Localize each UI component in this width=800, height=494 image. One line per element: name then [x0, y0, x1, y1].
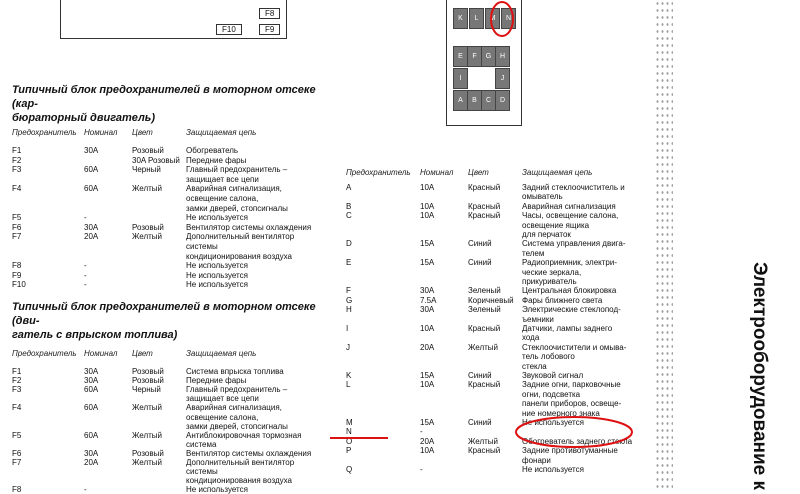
s1-row: [12, 261, 342, 271]
s3-row: [346, 315, 646, 324]
s1-cell-fuse: F6: [12, 222, 22, 232]
s2-row: [12, 394, 342, 403]
s3-cell-color: Синий: [468, 258, 492, 268]
fuse-label-f8: F8: [259, 8, 280, 19]
s1-cell-rating: -: [84, 270, 87, 280]
s3-cell-fuse: O: [346, 436, 353, 446]
s1-header-color: Цвет: [132, 128, 153, 137]
s3-row: [346, 456, 646, 465]
s1-cell-circuit: Передние фары: [186, 155, 247, 165]
s3-cell-rating: 20A: [420, 342, 435, 352]
s3-row: [346, 371, 646, 380]
s3-cell-fuse: Q: [346, 465, 353, 474]
s3-cell-rating: -: [420, 427, 423, 437]
fuse-grid-i: I: [453, 68, 468, 89]
s3-cell-rating: 15A: [420, 371, 435, 380]
s1-cell-rating: 30A: [84, 222, 99, 232]
s3-cell-circuit: Не используется: [522, 465, 584, 474]
s2-cell-circuit: Главный предохранитель –: [186, 385, 288, 395]
s3-cell-color: Зеленый: [468, 305, 501, 315]
s2-cell-color: Желтый: [132, 403, 163, 413]
s3-cell-fuse: C: [346, 211, 352, 221]
s1-cell-color: Желтый: [132, 232, 163, 242]
s1-cell-rating: -: [84, 280, 87, 290]
s1-row: [12, 165, 342, 175]
red-annotation-lower: [330, 410, 640, 456]
s2-cell-circuit: Система впрыска топлива: [186, 367, 284, 376]
s2-row: [12, 476, 342, 485]
s3-row: [346, 277, 646, 286]
s1-row: [12, 204, 342, 214]
s3-cell-color: Синий: [468, 418, 492, 427]
s3-header-circuit: Защищаемая цепь: [522, 168, 593, 177]
s2-cell-rating: 60A: [84, 385, 99, 395]
s1-cell-color: Черный: [132, 165, 161, 175]
s2-header-color: Цвет: [132, 349, 153, 358]
s1-cell-circuit: Не используется: [186, 213, 248, 223]
s1-header-rating: Номинал: [84, 128, 118, 137]
red-circle-annotation-top: [484, 0, 520, 40]
s3-header-fuse: Предохранитель: [346, 168, 411, 177]
s3-row: [346, 230, 646, 239]
s3-cell-circuit: Радиоприемник, электри-: [522, 258, 617, 268]
s3-cell-color: Желтый: [468, 342, 499, 352]
s2-row: [12, 440, 342, 449]
s3-row: [346, 362, 646, 371]
s3-row: [346, 286, 646, 295]
s2-cell-circuit: освещение салона,: [186, 412, 259, 422]
s2-cell-circuit: Вентилятор системы охлаждения: [186, 448, 312, 458]
s1-cell-fuse: F7: [12, 232, 22, 242]
s1-row: [12, 280, 342, 290]
s3-row: [346, 324, 646, 333]
s1-row: [12, 175, 342, 185]
s3-cell-fuse: J: [346, 342, 350, 352]
s3-cell-fuse: G: [346, 295, 353, 305]
s1-cell-fuse: F5: [12, 213, 22, 223]
s2-cell-circuit: Дополнительный вентилятор: [186, 458, 295, 467]
s3-cell-circuit: Обогреватель заднего стекла: [522, 436, 633, 446]
s2-cell-circuit: Аварийная сигнализация,: [186, 403, 282, 413]
s3-cell-fuse: L: [346, 380, 351, 390]
s1-row: [12, 184, 342, 194]
s1-cell-fuse: F1: [12, 146, 22, 155]
fuse-box-diagram-top: [60, 0, 287, 39]
s3-cell-color: Красный: [468, 183, 501, 192]
s3-row: [346, 296, 646, 305]
fuse-grid-g: G: [481, 46, 496, 67]
s1-cell-circuit: системы: [186, 242, 218, 251]
s2-cell-circuit: система: [186, 439, 217, 449]
s1-row: [12, 252, 342, 262]
s3-cell-color: Красный: [468, 446, 501, 456]
fuse-grid-f: F: [467, 46, 482, 67]
side-chapter-title: Электрооборудование к: [749, 262, 770, 491]
s1-row: [12, 232, 342, 242]
s3-row: [346, 249, 646, 258]
s2-row: [12, 367, 342, 376]
s3-cell-rating: 7.5A: [420, 295, 437, 305]
s3-cell-fuse: I: [346, 324, 349, 333]
s1-cell-circuit: Обогреватель: [186, 146, 239, 155]
s3-cell-rating: 10A: [420, 446, 435, 456]
s1-cell-circuit: защищает все цепи: [186, 174, 259, 184]
s3-cell-color: Красный: [468, 324, 501, 333]
s1-cell-circuit: Главный предохранитель –: [186, 165, 288, 175]
fuse-grid-d: D: [495, 90, 510, 111]
s3-cell-circuit: Задние противотуманные: [522, 446, 618, 456]
s3-cell-color: Красный: [468, 201, 501, 211]
s3-cell-circuit: Звуковой сигнал: [522, 371, 584, 380]
s1-cell-circuit: Аварийная сигнализация,: [186, 184, 282, 194]
s1-cell-circuit: Дополнительный вентилятор: [186, 232, 295, 242]
fuse-grid-k: K: [453, 8, 468, 29]
s1-cell-color: Желтый: [132, 184, 163, 194]
s3-cell-fuse: F: [346, 286, 351, 296]
s3-cell-circuit: Аварийная сигнализация: [522, 201, 616, 211]
s1-row: [12, 271, 342, 281]
s2-cell-circuit: системы: [186, 467, 218, 477]
s3-cell-circuit: тель лобового: [522, 352, 575, 362]
s2-cell-color: Желтый: [132, 430, 163, 440]
s1-cell-circuit: кондиционирования воздуха: [186, 251, 292, 261]
fuse-grid-l: L: [469, 8, 484, 29]
s3-cell-circuit: Часы, освещение салона,: [522, 211, 619, 221]
s3-row: [346, 380, 646, 389]
s3-row: [346, 183, 646, 192]
fuse-grid-j: J: [495, 68, 510, 89]
s1-cell-fuse: F2: [12, 155, 22, 165]
s2-row: [12, 467, 342, 476]
s3-cell-fuse: A: [346, 183, 352, 192]
s1-cell-rating: 20A: [84, 232, 99, 242]
s2-cell-color: Розовый: [132, 376, 164, 386]
s3-header-rating: Номинал: [420, 168, 454, 177]
s2-cell-rating: 30A: [84, 376, 99, 386]
s2-row: [12, 403, 342, 412]
s3-cell-rating: 10A: [420, 183, 435, 192]
s3-cell-rating: 10A: [420, 211, 435, 221]
s3-row: [346, 202, 646, 211]
s1-cell-fuse: F8: [12, 261, 22, 271]
s3-cell-circuit: стекла: [522, 361, 547, 371]
s3-cell-rating: 30A: [420, 286, 435, 296]
s3-cell-circuit: Система управления двига-: [522, 239, 626, 249]
s3-cell-circuit: Стеклоочистители и омыва-: [522, 342, 627, 352]
s3-cell-rating: 30A: [420, 305, 435, 315]
s2-row: [12, 485, 342, 494]
s3-cell-circuit: омыватель: [522, 192, 563, 202]
s2-cell-fuse: F4: [12, 403, 22, 413]
s1-cell-circuit: Вентилятор системы охлаждения: [186, 222, 312, 232]
s1-header-circuit: Защищаемая цепь: [186, 128, 257, 137]
s2-row: [12, 376, 342, 385]
fuse-label-f10: F10: [216, 24, 242, 35]
s3-cell-rating: 15A: [420, 239, 435, 249]
s2-header-rating: Номинал: [84, 349, 118, 358]
s2-cell-fuse: F8: [12, 485, 22, 494]
s1-cell-rating: -: [84, 213, 87, 223]
s3-cell-circuit: Задние огни, парковочные: [522, 380, 621, 390]
fuse-grid-b: B: [467, 90, 482, 111]
section1-title: Типичный блок предохранителей в моторном отсеке (кар- бюраторный двигатель): [12, 84, 316, 124]
s1-cell-circuit: освещение салона,: [186, 194, 259, 203]
s3-cell-rating: -: [420, 465, 423, 474]
s3-cell-fuse: B: [346, 201, 352, 211]
s2-row: [12, 413, 342, 422]
s3-cell-circuit: Фары ближнего света: [522, 295, 603, 305]
s2-cell-circuit: замки дверей, стопсигналы: [186, 421, 288, 431]
s3-cell-circuit: Электрические стеклопод-: [522, 305, 621, 315]
s1-row: [12, 156, 342, 166]
s3-cell-rating: 15A: [420, 258, 435, 268]
s2-cell-color: Желтый: [132, 458, 163, 467]
s3-cell-circuit: Задний стеклоочиститель и: [522, 183, 625, 192]
s2-cell-fuse: F7: [12, 458, 22, 467]
s3-cell-circuit: Не используется: [522, 418, 584, 427]
fuse-label-f9: F9: [259, 24, 280, 35]
s3-row: [346, 268, 646, 277]
s2-cell-circuit: Антиблокировочная тормозная: [186, 430, 302, 440]
s2-cell-fuse: F3: [12, 385, 22, 395]
s3-row: [346, 333, 646, 342]
s2-row: [12, 431, 342, 440]
s3-cell-color: Желтый: [468, 436, 499, 446]
s1-cell-color: Розовый: [132, 222, 164, 232]
s1-cell-fuse: F9: [12, 270, 22, 280]
s1-cell-rating: 60A: [84, 184, 99, 194]
s2-cell-color: Розовый: [132, 448, 164, 458]
s1-row: [12, 242, 342, 252]
s3-row: [346, 305, 646, 314]
s3-cell-rating: 10A: [420, 380, 435, 390]
s1-cell-circuit: Не используется: [186, 261, 248, 271]
s2-header-fuse: Предохранитель: [12, 349, 77, 358]
s3-cell-rating: 10A: [420, 324, 435, 333]
s2-cell-color: Черный: [132, 385, 161, 395]
s3-cell-color: Зеленый: [468, 286, 501, 296]
s3-row: [346, 343, 646, 352]
fuse-grid-n: N: [501, 8, 516, 29]
s2-header-circuit: Защищаемая цепь: [186, 349, 257, 358]
scan-edge-noise: [655, 0, 673, 491]
s3-cell-rating: 20A: [420, 436, 435, 446]
s1-row: [12, 223, 342, 233]
s3-row: [346, 390, 646, 399]
s1-cell-circuit: Не используется: [186, 270, 248, 280]
s3-row: [346, 192, 646, 201]
s3-cell-rating: 15A: [420, 418, 435, 427]
s1-cell-rating: 60A: [84, 165, 99, 175]
s2-cell-rating: 60A: [84, 430, 99, 440]
s1-row: [12, 213, 342, 223]
s1-header-fuse: Предохранитель: [12, 128, 77, 137]
s3-cell-color: Синий: [468, 239, 492, 249]
s3-row: [346, 399, 646, 408]
s3-cell-circuit: ческие зеркала,: [522, 267, 582, 277]
s3-cell-rating: 10A: [420, 201, 435, 211]
s2-row: [12, 422, 342, 431]
s1-cell-circuit: замки дверей, стопсигналы: [186, 203, 288, 213]
s1-row: [12, 194, 342, 204]
s3-cell-circuit: ъемники: [522, 314, 554, 324]
s3-cell-fuse: P: [346, 446, 352, 456]
s3-cell-color: Синий: [468, 371, 492, 380]
s1-cell-fuse: F4: [12, 184, 22, 194]
s2-cell-rating: 30A: [84, 448, 99, 458]
s2-cell-circuit: Передние фары: [186, 376, 247, 386]
s2-row: [12, 449, 342, 458]
fuse-grid-h: H: [495, 46, 510, 67]
s3-cell-circuit: Датчики, лампы заднего: [522, 324, 613, 333]
s3-row: [346, 221, 646, 230]
fuse-grid-c: C: [481, 90, 496, 111]
s2-row: [12, 385, 342, 394]
s3-cell-circuit: для перчаток: [522, 230, 571, 239]
s3-cell-circuit: телем: [522, 248, 545, 258]
s1-row: [12, 146, 342, 156]
s1-cell-rating: 30A: [84, 146, 99, 155]
s2-cell-color: Розовый: [132, 367, 164, 376]
s3-cell-color: Красный: [468, 380, 501, 390]
s2-cell-circuit: защищает все цепи: [186, 394, 259, 404]
s3-cell-circuit: освещение ящика: [522, 220, 590, 230]
s3-cell-color: Красный: [468, 211, 501, 221]
s2-row: [12, 458, 342, 467]
s3-cell-fuse: N: [346, 427, 352, 437]
s3-cell-circuit: Центральная блокировка: [522, 286, 617, 296]
s2-cell-rating: 60A: [84, 403, 99, 413]
fuse-grid-a: A: [453, 90, 468, 111]
s3-row: [346, 239, 646, 248]
s2-cell-fuse: F2: [12, 376, 22, 386]
s3-cell-circuit: ние номерного знака: [522, 408, 600, 418]
fuse-grid-e: E: [453, 46, 468, 67]
s1-cell-fuse: F3: [12, 165, 22, 175]
s2-cell-rating: 20A: [84, 458, 99, 467]
s1-cell-color: 30A Розовый: [132, 155, 180, 165]
s3-row: [346, 352, 646, 361]
s2-cell-circuit: кондиционирования воздуха: [186, 476, 292, 486]
s2-cell-rating: 30A: [84, 367, 99, 376]
s2-cell-rating: -: [84, 485, 87, 494]
s3-cell-fuse: H: [346, 305, 352, 315]
s3-cell-circuit: фонари: [522, 455, 551, 465]
s3-cell-circuit: огни, подсветка: [522, 389, 581, 399]
s3-cell-circuit: прикуриватель: [522, 277, 577, 286]
s2-cell-fuse: F6: [12, 448, 22, 458]
s3-cell-fuse: K: [346, 371, 352, 380]
s2-cell-circuit: Не используется: [186, 485, 248, 494]
section2-title: Типичный блок предохранителей в моторном отсеке (дви- гатель с впрыском топлива): [12, 301, 316, 341]
s2-cell-fuse: F1: [12, 367, 22, 376]
s3-cell-circuit: панели приборов, освеще-: [522, 399, 622, 409]
s3-row: [346, 211, 646, 220]
s3-row: [346, 258, 646, 267]
s1-cell-color: Розовый: [132, 146, 164, 155]
s3-cell-color: Коричневый: [468, 295, 514, 305]
s1-cell-fuse: F10: [12, 280, 26, 290]
s1-cell-rating: -: [84, 261, 87, 271]
fuse-grid-m: M: [485, 8, 500, 29]
s2-cell-fuse: F5: [12, 430, 22, 440]
s3-header-color: Цвет: [468, 168, 489, 177]
s3-cell-fuse: M: [346, 418, 353, 427]
s1-cell-circuit: Не используется: [186, 280, 248, 290]
s3-cell-fuse: D: [346, 239, 352, 249]
s3-cell-circuit: хода: [522, 333, 540, 343]
s3-cell-fuse: E: [346, 258, 352, 268]
s3-row: [346, 465, 646, 474]
